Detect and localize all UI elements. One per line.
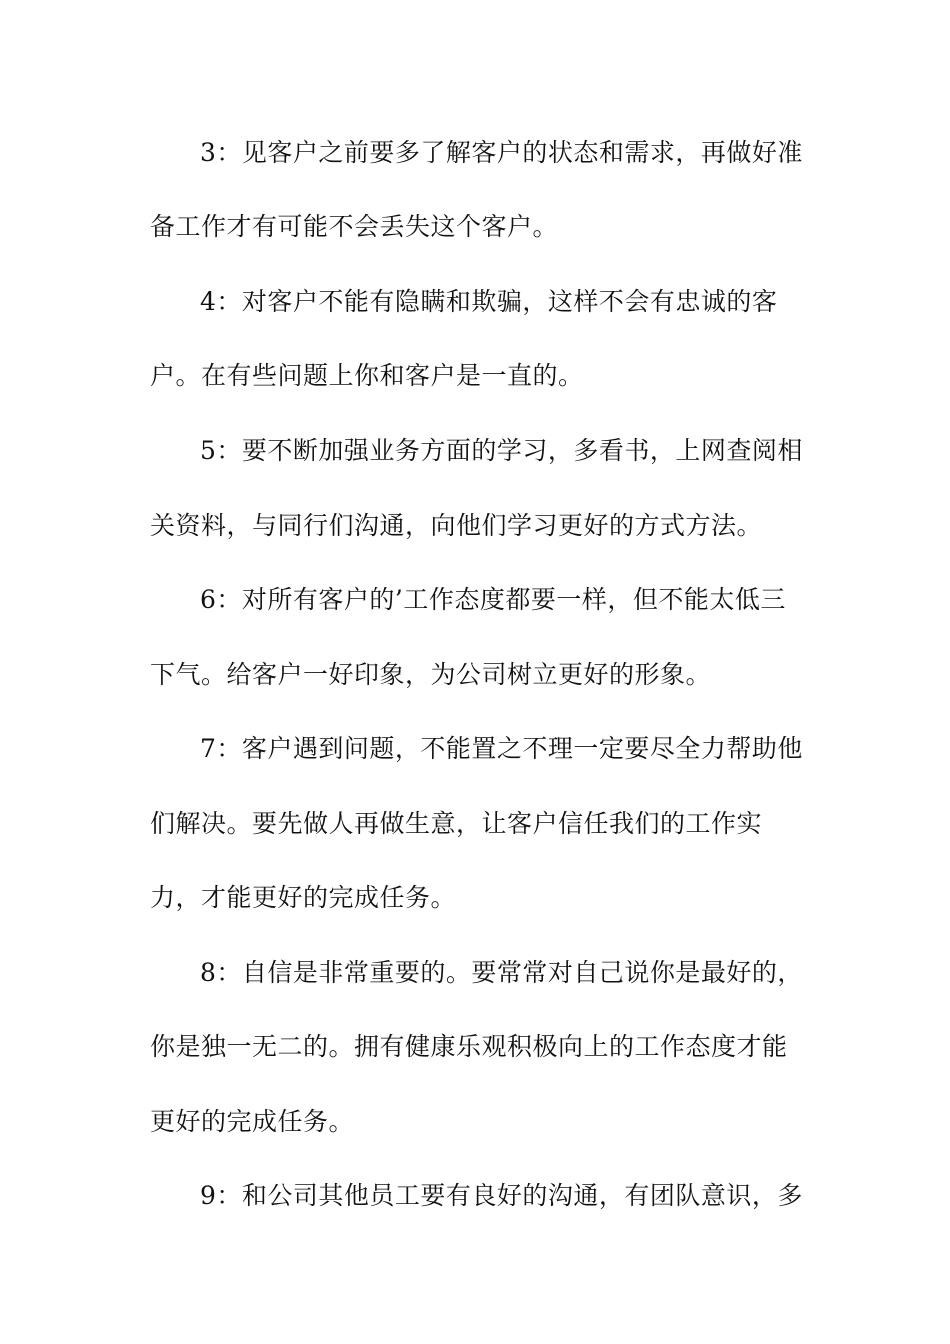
paragraph-line: 6：对所有客户的’工作态度都要一样，但不能太低三 [200,585,786,614]
paragraph-line: 更好的完成任务。 [150,1107,355,1136]
paragraph-line: 8：自信是非常重要的。要常常对自己说你是最好的， [200,958,803,987]
paragraph-line: 户。在有些问题上你和客户是一直的。 [150,361,584,390]
paragraph-line: 关资料，与同行们沟通，向他们学习更好的方式方法。 [150,511,763,540]
paragraph-line: 备工作才有可能不会丢失这个客户。 [150,212,559,241]
paragraph-line: 力，才能更好的完成任务。 [150,883,457,912]
paragraph-line: 5：要不断加强业务方面的学习，多看书，上网查阅相 [200,436,803,465]
paragraph-line: 们解决。要先做人再做生意，让客户信任我们的工作实 [150,809,763,838]
paragraph-line: 下气。给客户一好印象，为公司树立更好的形象。 [150,660,712,689]
paragraph-line: 3：见客户之前要多了解客户的状态和需求，再做好准 [200,138,803,167]
paragraph-line: 4：对客户不能有隐瞒和欺骗，这样不会有忠诚的客 [200,287,778,316]
paragraph-line: 9：和公司其他员工要有良好的沟通，有团队意识，多 [200,1181,803,1210]
paragraph-line: 7：客户遇到问题，不能置之不理一定要尽全力帮助他 [200,734,803,763]
paragraph-line: 你是独一无二的。拥有健康乐观积极向上的工作态度才能 [150,1032,788,1061]
